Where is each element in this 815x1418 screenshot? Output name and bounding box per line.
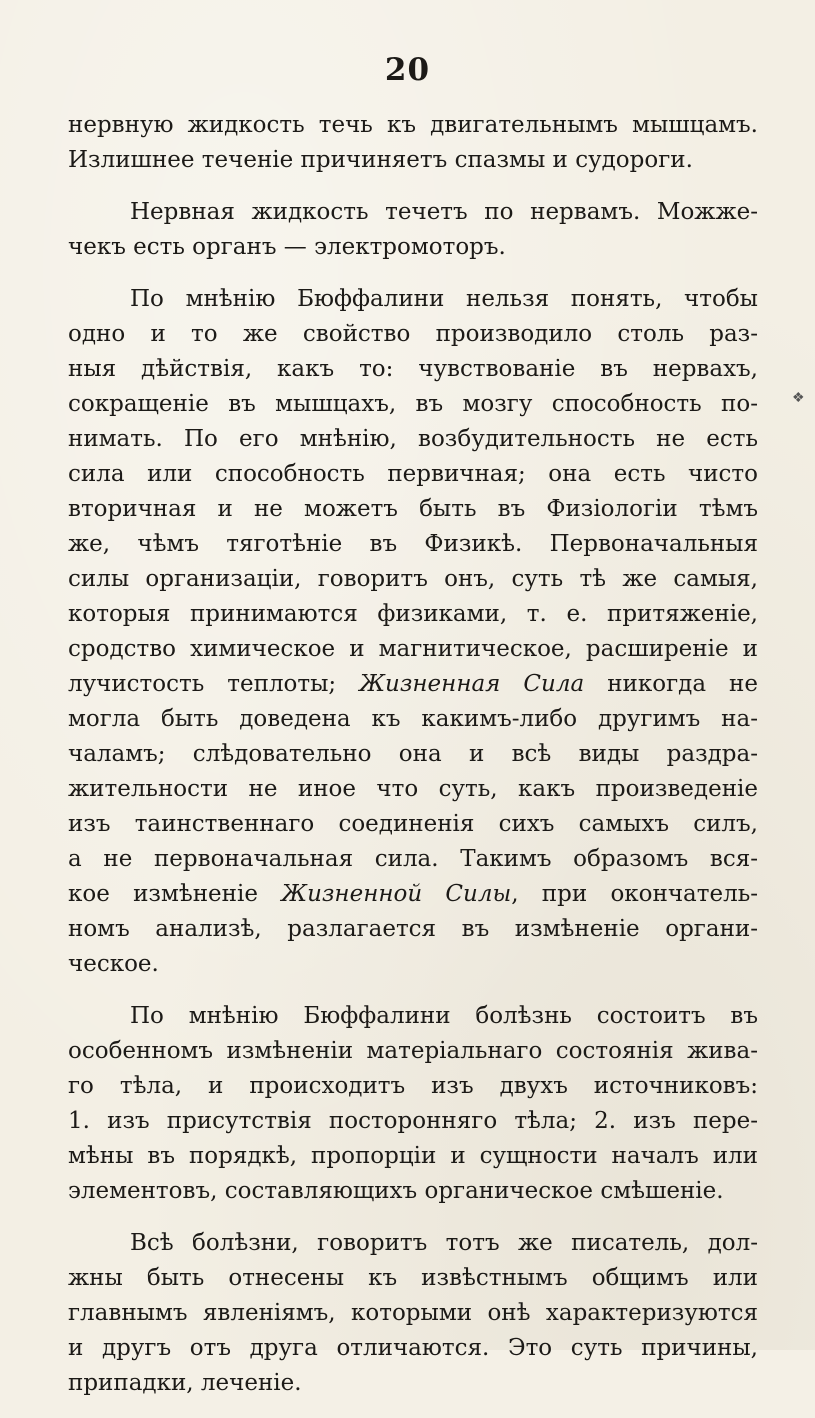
- text-line: главнымъ явленіямъ, которыми онѣ характеризуются: [68, 1300, 758, 1326]
- text-line: По мнѣнію Бюффалини нельзя понять, чтобы: [130, 286, 758, 312]
- text-line: же, чѣмъ тяготѣніе въ Физикѣ. Первоначальныя: [68, 531, 758, 557]
- text-line: жны быть отнесены къ извѣстнымъ общимъ или: [68, 1265, 758, 1291]
- text-line: Излишнее теченіе причиняетъ спазмы и судороги.: [68, 147, 693, 173]
- text-line: нервную жидкость течь къ двигательнымъ мышцамъ.: [68, 112, 758, 138]
- text-line: изъ таинственнаго соединенія сихъ самыхъ силъ,: [68, 811, 758, 837]
- margin-ink-mark-icon: ❖: [792, 390, 805, 406]
- body-text: [68, 108, 758, 1418]
- text-line: жительности не иное что суть, какъ произведеніе: [68, 776, 758, 802]
- italic-phrase: Жизненной Силы: [281, 881, 512, 907]
- italic-phrase: Жизненная Сила: [359, 671, 585, 697]
- text-line: 1. изъ присутствія посторонняго тѣла; 2. изъ пере-: [68, 1108, 758, 1134]
- text-line: а не первоначальная сила. Такимъ образомъ вся-: [68, 846, 758, 872]
- text-line: го тѣла, и происходитъ изъ двухъ источниковъ:: [68, 1073, 758, 1099]
- text-line: сокращеніе въ мышцахъ, въ мозгу способность по-: [68, 391, 758, 417]
- text-line: номъ анализѣ, разлагается въ измѣненіе органи-: [68, 916, 758, 942]
- text-line: элементовъ, составляющихъ органическое смѣшеніе.: [68, 1178, 724, 1204]
- text-line: ныя дѣйствія, какъ то: чувствованіе въ нервахъ,: [68, 356, 758, 382]
- paragraph-2: [68, 195, 758, 265]
- text-line: и другъ отъ друга отличаются. Это суть причины,: [68, 1335, 758, 1361]
- paragraph-5: [68, 1226, 758, 1401]
- text-line: которыя принимаются физиками, т. е. притяженіе,: [68, 601, 758, 627]
- paragraph-4: [68, 999, 758, 1209]
- text-line: чекъ есть органъ — электромоторъ.: [68, 234, 506, 260]
- text-line: Всѣ болѣзни, говоритъ тотъ же писатель, дол-: [130, 1230, 758, 1256]
- text-line: сродство химическое и магнитическое, расширеніе и: [68, 636, 758, 662]
- text-line: чаламъ; слѣдовательно она и всѣ виды раздра-: [68, 741, 758, 767]
- text-line: припадки, леченіе.: [68, 1370, 302, 1396]
- page-number: 20: [384, 52, 431, 88]
- text-line: вторичная и не можетъ быть въ Физіологіи тѣмъ: [68, 496, 758, 522]
- paragraph-1: [68, 108, 758, 178]
- text-line: ческое.: [68, 951, 159, 977]
- text-line: могла быть доведена къ какимъ-либо другимъ на-: [68, 706, 758, 732]
- text-line-italic-phrase: лучистость теплоты; Жизненная Сила никогда не: [68, 671, 758, 697]
- text-line: нимать. По его мнѣнію, возбудительность не есть: [68, 426, 758, 452]
- text-line: одно и то же свойство производило столь раз-: [68, 321, 758, 347]
- text-line: мѣны въ порядкѣ, пропорціи и сущности началъ или: [68, 1143, 758, 1169]
- paragraph-3: [68, 282, 758, 982]
- text-line: Нервная жидкость течетъ по нервамъ. Можже-: [130, 199, 758, 225]
- text-line: сила или способность первичная; она есть чисто: [68, 461, 758, 487]
- text-line: силы организаціи, говоритъ онъ, суть тѣ же самыя,: [68, 566, 758, 592]
- text-line: особенномъ измѣненіи матеріальнаго состоянія жива-: [68, 1038, 758, 1064]
- text-line: По мнѣнію Бюффалини болѣзнь состоитъ въ: [130, 1003, 758, 1029]
- text-line-italic-phrase: кое измѣненіе Жизненной Силы, при окончатель-: [68, 881, 758, 907]
